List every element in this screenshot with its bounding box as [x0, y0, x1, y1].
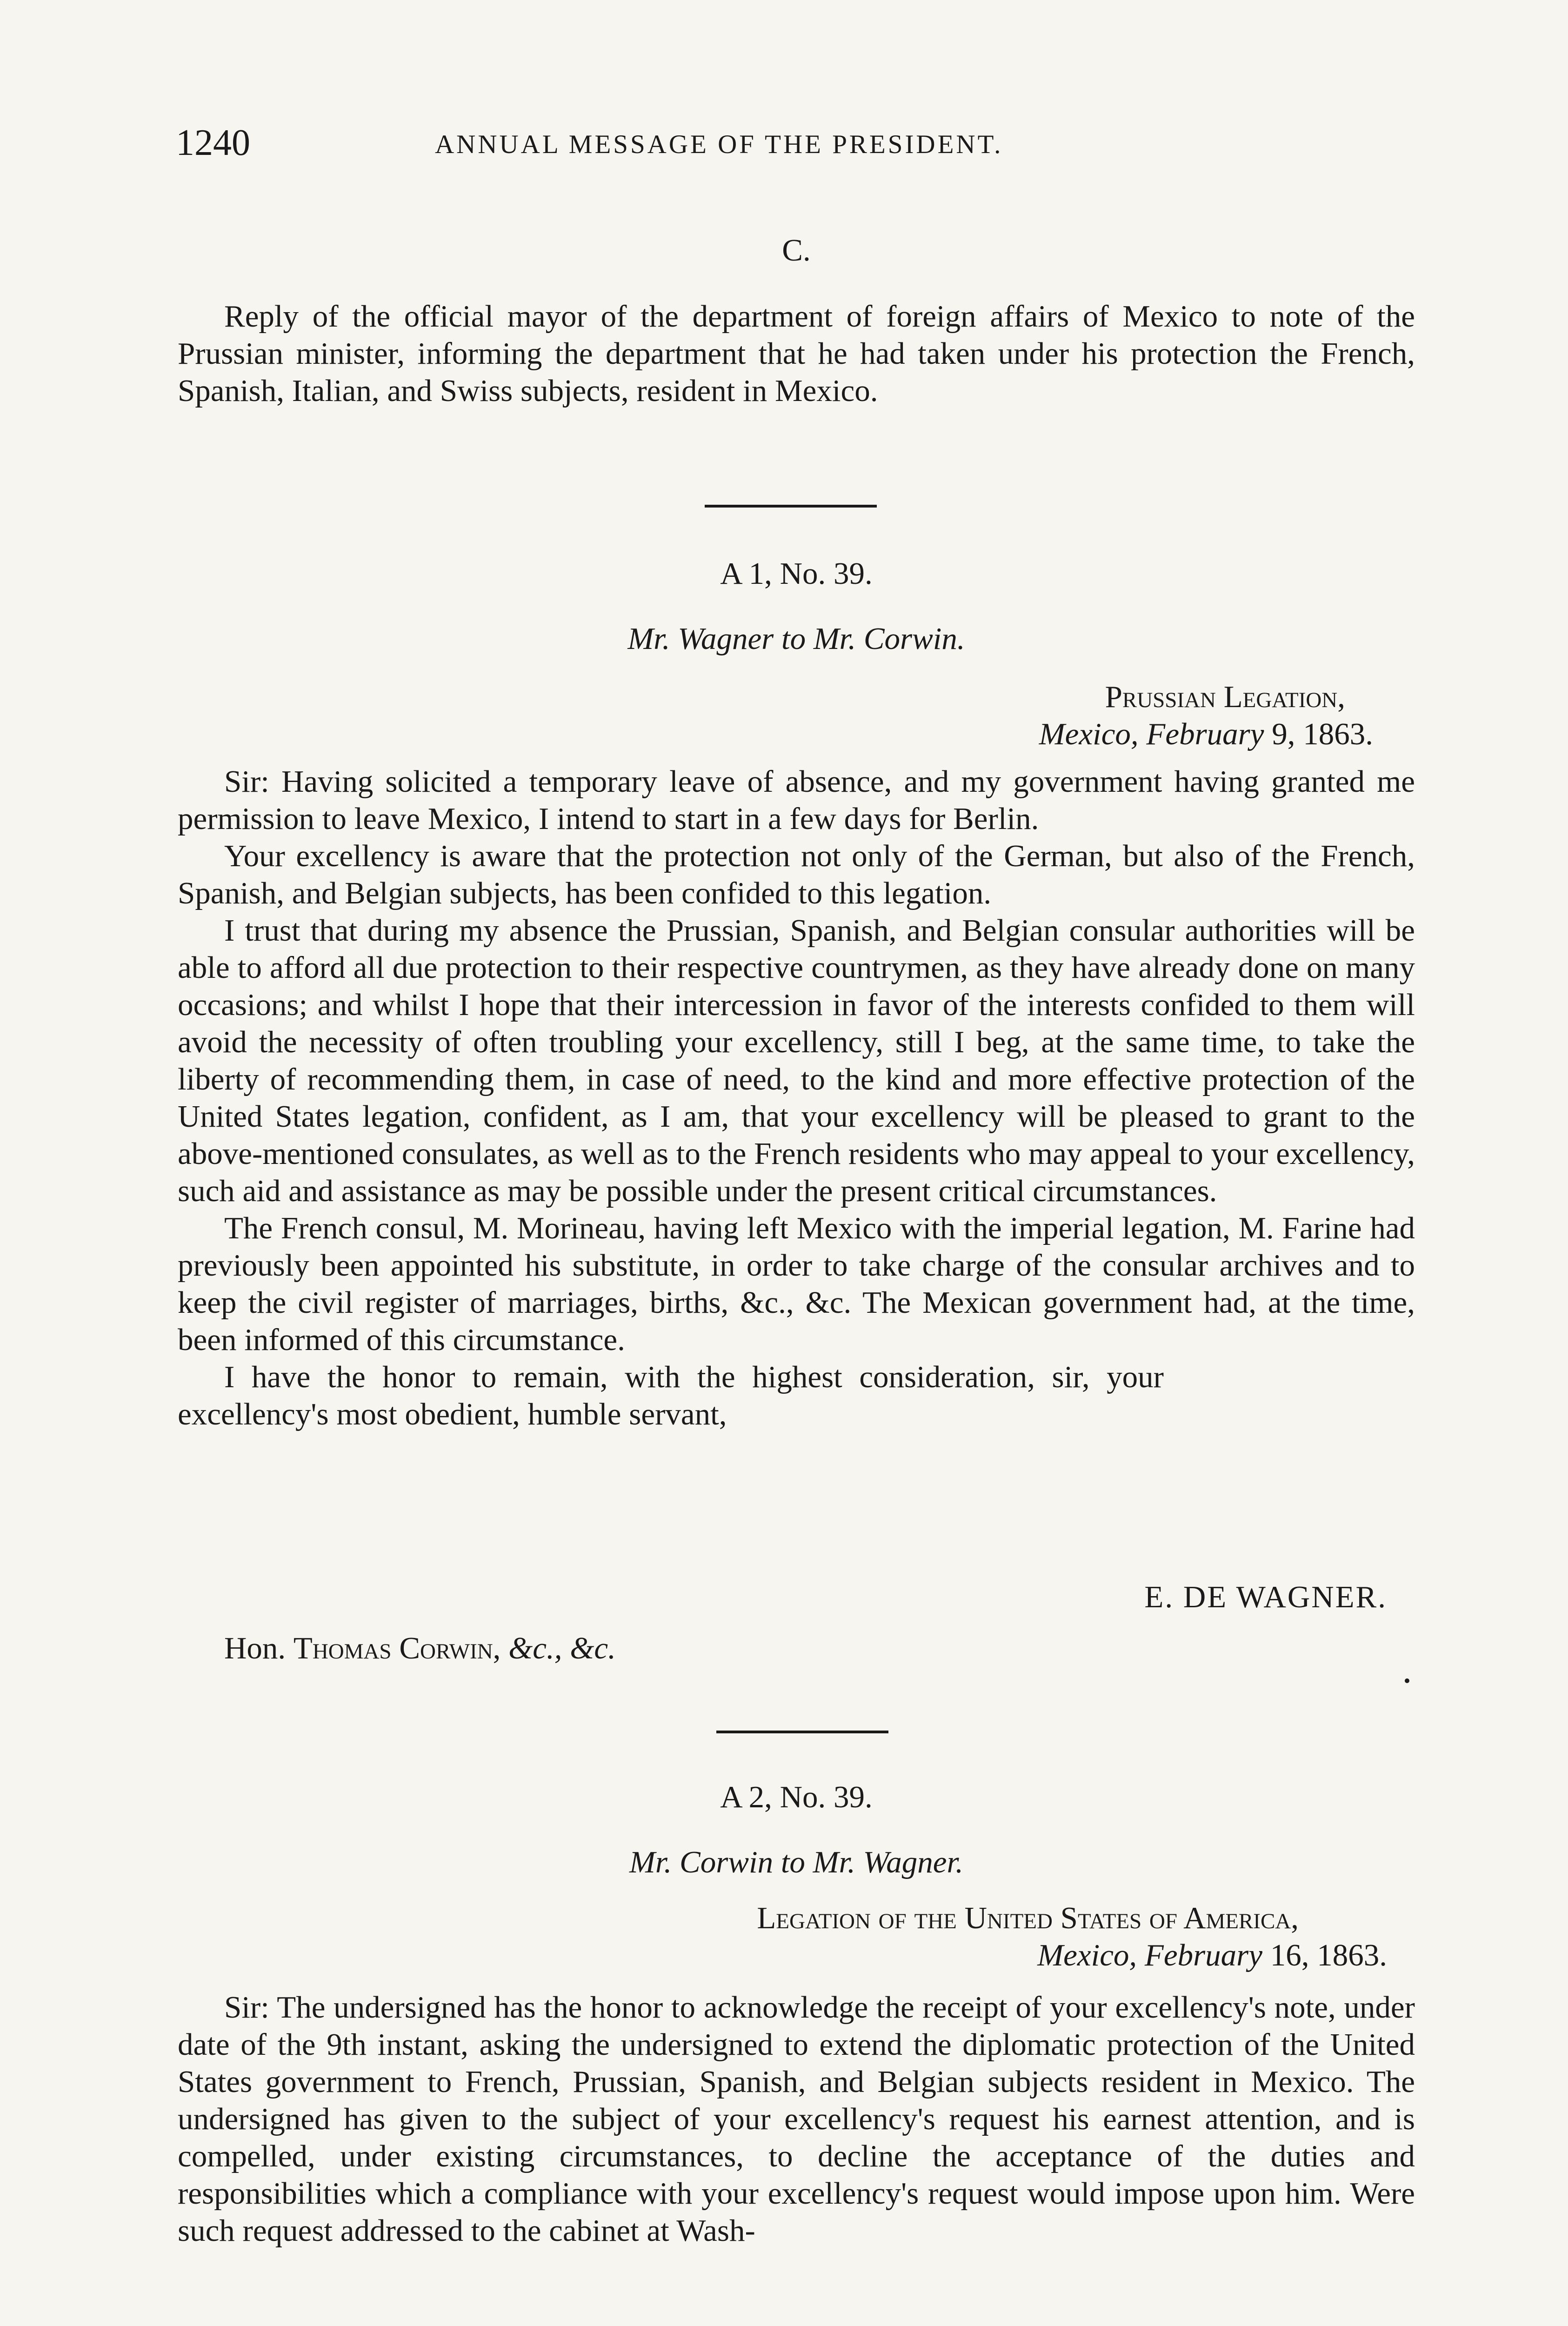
- doc-a2-date-place: Mexico, February: [1037, 1938, 1262, 1972]
- running-head: [0, 122, 1568, 173]
- doc-a2-body: [178, 1989, 1415, 2249]
- doc-a1-body: [178, 763, 1415, 1433]
- doc-a1-place-text: Prussian Legation,: [1105, 680, 1345, 714]
- section-divider: [705, 505, 877, 508]
- doc-a1-addressee-name: Thomas Corwin,: [293, 1631, 501, 1665]
- section-divider: [716, 1731, 888, 1733]
- stray-dot: [1405, 1678, 1409, 1683]
- section-caption: [178, 298, 1415, 409]
- doc-a1-paragraph: The French consul, M. Morineau, having left Mexico with the imperial legation, M. Farine had previously been appointed his substitute, in order to take charge of the consular archives and to keep the civil register of marriages, births, &c., &c. The Mexican government had, at the time, been informed of this circumstance.: [178, 1211, 1415, 1357]
- doc-a1-paragraph: I have the honor to remain, with the highest consideration, sir, your excellency's most obedient, humble servant,: [178, 1360, 1164, 1431]
- doc-a1-signature: E. DE WAGNER.: [1144, 1580, 1387, 1614]
- doc-a1-date-place: Mexico, February: [1039, 717, 1264, 751]
- doc-a2-from-to: Mr. Corwin to Mr. Wagner.: [629, 1845, 963, 1879]
- doc-a2-place: [178, 1900, 1415, 1936]
- doc-a1-addressee: [178, 1631, 1415, 1666]
- doc-a1-from-to: Mr. Wagner to Mr. Corwin.: [627, 622, 965, 656]
- doc-a1-number: A 1, No. 39.: [720, 556, 873, 591]
- doc-a2-date-rest: 16, 1863.: [1262, 1938, 1387, 1972]
- running-title: ANNUAL MESSAGE OF THE PRESIDENT.: [435, 130, 1003, 159]
- caption-paragraph: Reply of the official mayor of the department of foreign affairs of Mexico to note of the Prussian minister, informing the department that he had taken under his protection the French, Spanish, Italian, and Swiss subjects, resident in Mexico.: [178, 299, 1415, 408]
- doc-a1-paragraph: I trust that during my absence the Prussian, Spanish, and Belgian consular authorities will be able to afford all due protection to their respective countrymen, as they have already done on many occasions; and whilst I hope that their intercession in favor of the interests confided to them will avoid the necessity of often troubling your excellency, still I beg, at the same time, to take the liberty of recommending them, in case of need, to the kind and more effective protection of the United States legation, confident, as I am, that your excellency will be pleased to grant to the above-mentioned consulates, as well as to the French residents who may appeal to your excellency, such aid and assistance as may be possible under the present critical circumstances.: [178, 913, 1415, 1208]
- doc-a1-date: [178, 716, 1415, 752]
- doc-a1-paragraph: Your excellency is aware that the protection not only of the German, but also of the French, Spanish, and Belgian subjects, has been confided to this legation.: [178, 839, 1415, 910]
- doc-a2-number: A 2, No. 39.: [720, 1780, 873, 1814]
- page-number: 1240: [176, 122, 250, 163]
- doc-a1-paragraph: Sir: Having solicited a temporary leave of absence, and my government having granted me permission to leave Mexico, I intend to start in a few days for Berlin.: [178, 764, 1415, 836]
- doc-a1-addressee-suffix: &c., &c.: [500, 1631, 616, 1665]
- doc-a2-date: [178, 1938, 1415, 1973]
- doc-a1-addressee-prefix: Hon.: [224, 1631, 294, 1665]
- doc-a1-place: [178, 679, 1415, 715]
- doc-a1-date-rest: 9, 1863.: [1264, 717, 1373, 751]
- section-letter: C.: [782, 233, 811, 267]
- doc-a2-paragraph: Sir: The undersigned has the honor to acknowledge the receipt of your excellency's note, under date of the 9th instant, asking the undersigned to extend the diplomatic protection of the United States government to French, Prussian, Spanish, and Belgian subjects resident in Mexico. The undersigned has given to the subject of your excellency's request his earnest attention, and is compelled, under existing circumstances, to decline the acceptance of the duties and responsibilities which a compliance with your excellency's request would impose upon him. Were such request addressed to the cabinet at Wash-: [178, 1990, 1415, 2248]
- doc-a2-place-text: Legation of the United States of America,: [757, 1901, 1299, 1935]
